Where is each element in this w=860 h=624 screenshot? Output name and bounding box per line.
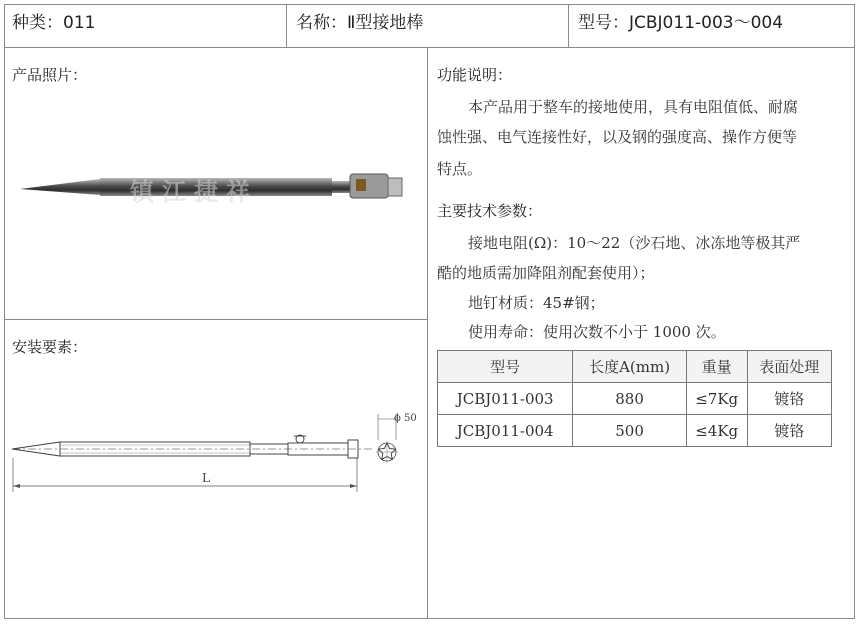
header-divider-1: [286, 4, 287, 48]
table-cell-length: 880: [573, 383, 686, 415]
frame-top: [4, 4, 855, 5]
install-section-label: 安装要素：: [12, 338, 88, 356]
params-section-label: 主要技术参数：: [437, 202, 543, 220]
param-resistance-line-1: 接地电阻(Ω)：10～22（沙石地、冰冻地等极其严: [468, 234, 801, 252]
model-label: 型号：JCBJ011-003～004: [578, 13, 784, 33]
rod-neck: [332, 181, 350, 193]
column-header-length: 长度A(mm): [573, 351, 686, 383]
function-text-line-3: 特点。: [437, 160, 483, 178]
param-resistance-line-2: 酷的地质需加降阻剂配套使用）；: [437, 264, 655, 282]
left-row-divider: [4, 319, 428, 320]
length-label: L: [202, 471, 210, 485]
category-label: 种类：011: [12, 13, 96, 33]
header-divider-2: [568, 4, 569, 48]
column-divider: [427, 47, 428, 619]
diameter-label: ϕ 50: [394, 413, 417, 424]
table-row: [438, 415, 832, 447]
table-cell-weight: ≤4Kg: [686, 415, 747, 447]
function-section-label: 功能说明：: [437, 66, 513, 84]
table-cell-model: JCBJ011-003: [438, 383, 573, 415]
table-cell-length: 500: [573, 415, 686, 447]
installation-drawing: [10, 400, 430, 500]
frame-header-bottom: [4, 47, 855, 48]
column-header-weight: 重量: [686, 351, 747, 383]
rod-tip: [20, 179, 100, 195]
rod-end: [388, 178, 402, 196]
frame-left: [4, 4, 5, 619]
photo-watermark: 镇江捷祥: [130, 178, 258, 206]
table-cell-surface: 镀铬: [747, 415, 831, 447]
table-cell-model: JCBJ011-004: [438, 415, 573, 447]
product-photo: [20, 162, 420, 222]
param-life: 使用寿命：使用次数不小于 1000 次。: [468, 323, 726, 341]
column-header-model: 型号: [438, 351, 573, 383]
spec-table-header-row: [438, 351, 832, 383]
rod-clamp-slot: [356, 179, 366, 191]
function-text-line-1: 本产品用于整车的接地使用，具有电阻值低、耐腐: [468, 98, 799, 116]
frame-right: [854, 4, 855, 619]
table-row: [438, 383, 832, 415]
photo-section-label: 产品照片：: [12, 66, 88, 84]
frame-bottom: [4, 618, 855, 619]
table-cell-weight: ≤7Kg: [686, 383, 747, 415]
column-header-surface: 表面处理: [747, 351, 831, 383]
param-material: 地钉材质：45#钢；: [468, 294, 605, 312]
function-text-line-2: 蚀性强、电气连接性好，以及钢的强度高、操作方便等: [437, 128, 798, 146]
spec-table: [437, 350, 832, 447]
rod-clamp: [350, 174, 388, 198]
table-cell-surface: 镀铬: [747, 383, 831, 415]
product-name-label: 名称：Ⅱ型接地棒: [296, 13, 424, 33]
